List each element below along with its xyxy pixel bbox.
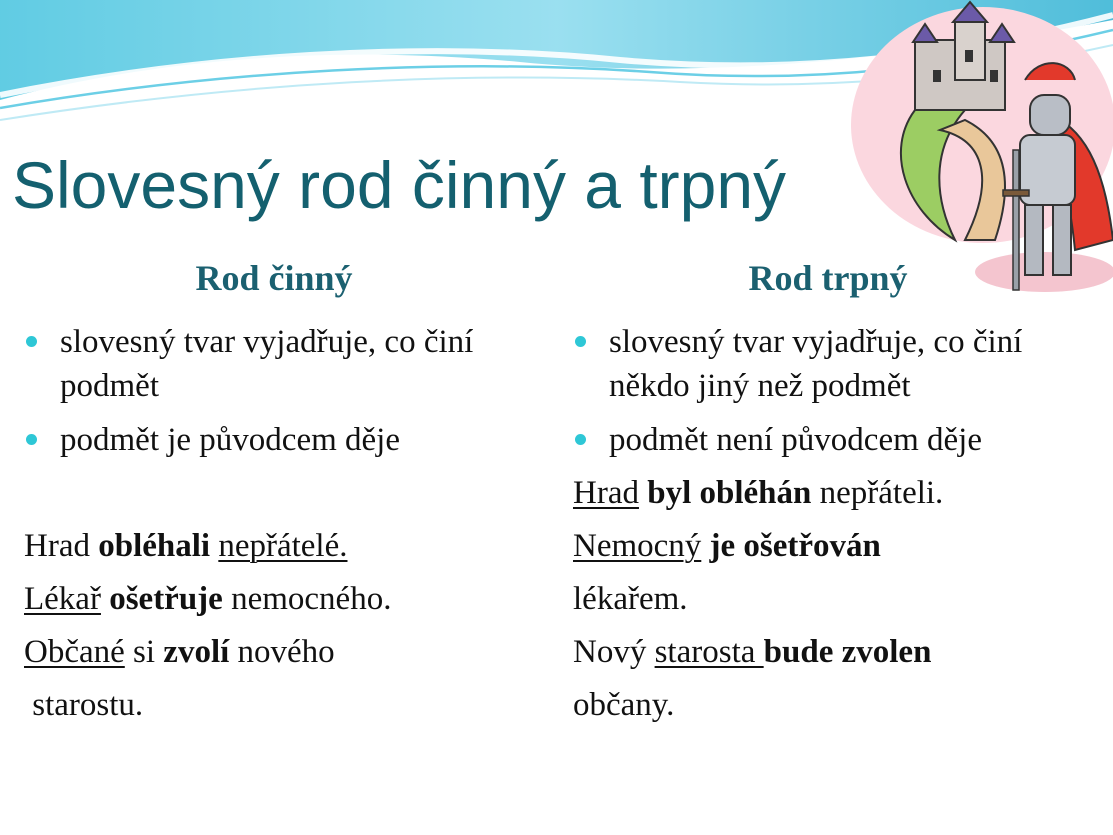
sentence-fragment: nemocného. [222, 581, 392, 617]
bullet-item: slovesný tvar vyjadřuje, co činí někdo jiný než podmět [573, 320, 1093, 408]
sentence-fragment: nového [229, 634, 335, 670]
bullet-item: podmět není původcem děje [573, 418, 1093, 462]
bullet-dot-icon [575, 434, 586, 445]
example-line [24, 520, 391, 573]
bullet-dot-icon [26, 434, 37, 445]
sentence-fragment [101, 581, 109, 617]
verb-phrase: ošetřuje [109, 581, 223, 617]
sentence-fragment: si [124, 634, 164, 670]
bullet-dot-icon [575, 336, 586, 347]
bullet-item: slovesný tvar vyjadřuje, co činí podmět [24, 320, 544, 408]
sentence-fragment: Nový [573, 634, 655, 670]
example-line [573, 679, 943, 732]
sentence-fragment [639, 475, 647, 511]
subject-word: Občané [24, 634, 125, 670]
bullet-item: podmět je původcem děje [24, 418, 544, 462]
example-sentences [573, 467, 943, 732]
sentence-fragment: lékařem. [573, 581, 688, 617]
sentence-fragment: starostu. [24, 687, 144, 723]
verb-phrase: obléhali [98, 528, 211, 564]
verb-phrase: zvolí [163, 634, 230, 670]
subject-word: Hrad [573, 475, 639, 511]
bullet-dot-icon [26, 336, 37, 347]
example-sentences [24, 520, 391, 732]
example-line [24, 573, 391, 626]
verb-phrase: je ošetřován [709, 528, 881, 564]
example-line [573, 626, 943, 679]
example-line [573, 467, 943, 520]
bullet-list [24, 320, 544, 472]
example-line [24, 679, 391, 732]
sentence-fragment: občany. [573, 687, 675, 723]
subject-word: Nemocný [573, 528, 702, 564]
subject-word: starosta [654, 634, 764, 670]
example-line [24, 626, 391, 679]
slide-title: Slovesný rod činný a trpný [12, 148, 787, 222]
example-line [573, 573, 943, 626]
example-line [573, 520, 943, 573]
sentence-fragment: nepřáteli. [811, 475, 944, 511]
column-heading: Rod trpný [748, 258, 908, 298]
subject-word: Lékař [24, 581, 101, 617]
verb-phrase: bude zvolen [763, 634, 932, 670]
sentence-fragment [701, 528, 709, 564]
column-heading: Rod činný [195, 258, 353, 298]
bullet-list [573, 320, 1093, 472]
subject-word: nepřátelé. [218, 528, 348, 564]
verb-phrase: byl obléhán [647, 475, 812, 511]
sentence-fragment: Hrad [24, 528, 99, 564]
